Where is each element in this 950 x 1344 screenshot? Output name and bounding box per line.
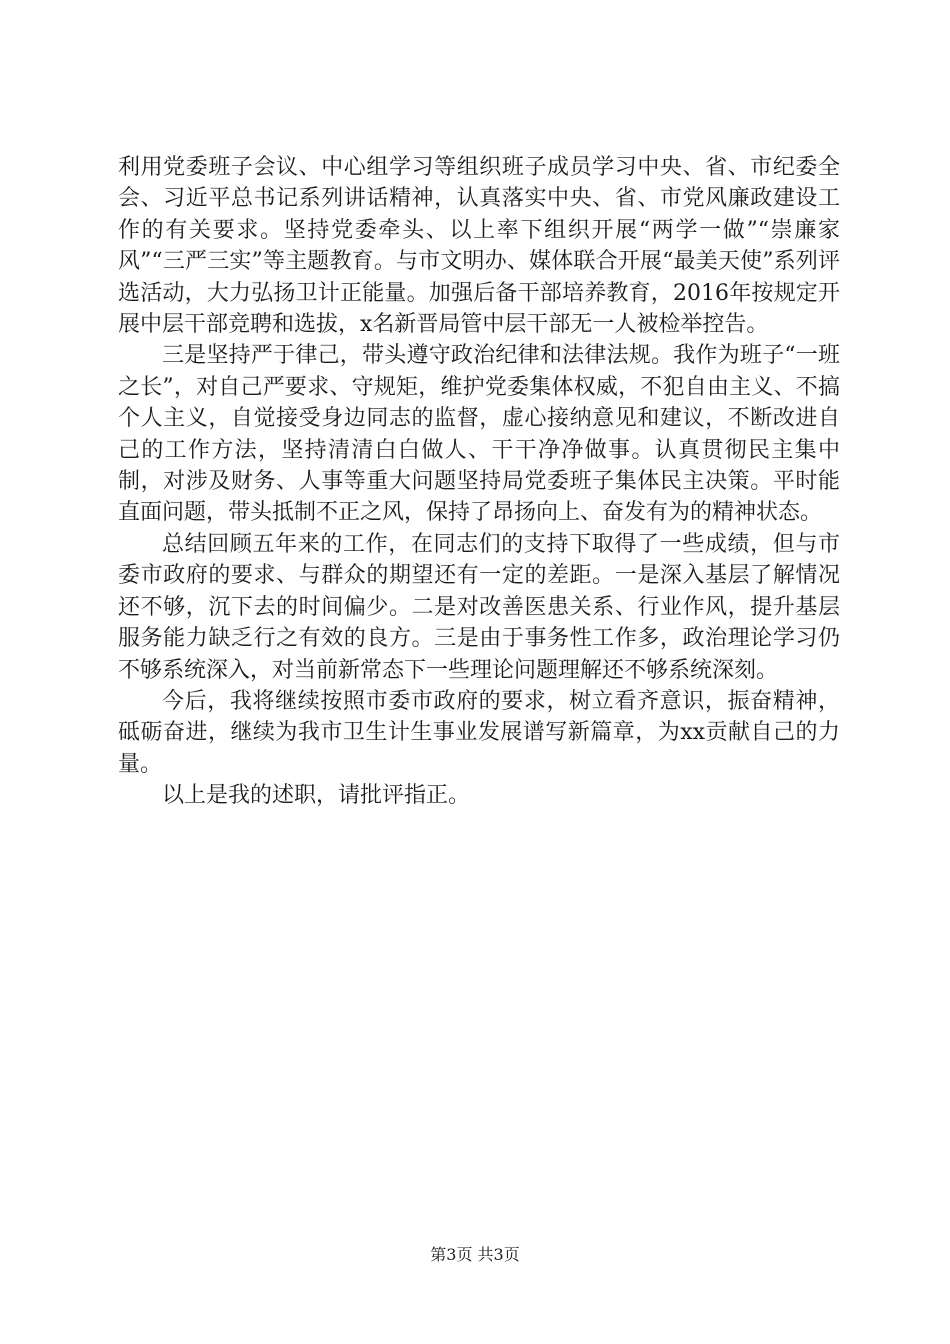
- paragraph-5: 以上是我的述职，请批评指正。: [162, 783, 471, 809]
- page-number-footer: 第3页 共3页: [430, 1245, 520, 1264]
- paragraph-1: 利用党委班子会议、中心组学习等组织班子成员学习中央、省、市纪委全会、习近平总书记系列讲话精神，认真落实中央、省、市党风廉政建设工作的有关要求。坚持党委牵头、以上率下组织开展“两学一做”“崇廉家风”“三严三实”等主题教育。与市文明办、媒体联合开展“最美天使”系列评选活动，大力弘扬卫计正能量。加强后备干部培养教育，2016年按规定开展中层干部竞聘和选拔，x名新晋局管中层干部无一人被检举控告。: [118, 155, 840, 338]
- document-body: [118, 152, 840, 812]
- paragraph-2: 三是坚持严于律己，带头遵守政治纪律和法律法规。我作为班子“一班之长”，对自己严要求、守规矩，维护党委集体权威，不犯自由主义、不搞个人主义，自觉接受身边同志的监督，虚心接纳意见和建议，不断改进自己的工作方法，坚持清清白白做人、干干净净做事。认真贯彻民主集中制，对涉及财务、人事等重大问题坚持局党委班子集体民主决策。平时能直面问题，带头抵制不正之风，保持了昂扬向上、奋发有为的精神状态。: [118, 343, 840, 526]
- paragraph-4: 今后，我将继续按照市委市政府的要求，树立看齐意识，振奋精神，砥砺奋进，继续为我市卫生计生事业发展谱写新篇章，为xx贡献自己的力量。: [118, 688, 840, 777]
- paragraph-3: 总结回顾五年来的工作，在同志们的支持下取得了一些成绩，但与市委市政府的要求、与群众的期望还有一定的差距。一是深入基层了解情况还不够，沉下去的时间偏少。二是对改善医患关系、行业作风，提升基层服务能力缺乏行之有效的良方。三是由于事务性工作多，政治理论学习仍不够系统深入，对当前新常态下一些理论问题理解还不够系统深刻。: [118, 531, 840, 683]
